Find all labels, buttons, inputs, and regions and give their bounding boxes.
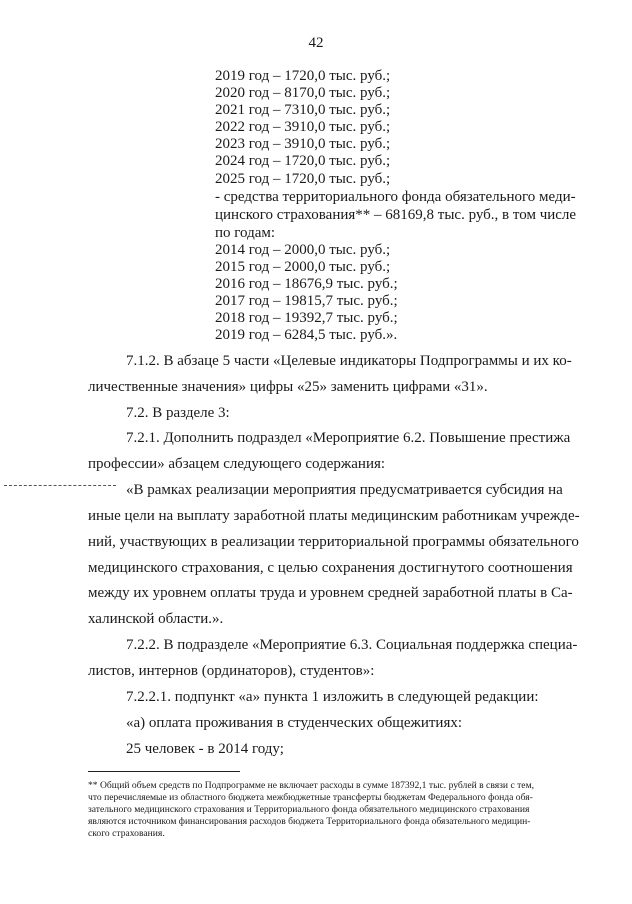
page-number: 42 [308,35,324,51]
text-line: 2023 год – 3910,0 тыс. руб.; [215,136,391,152]
footnote-line: ского страхования. [88,828,165,839]
footnote-line: являются источником финансирования расходов бюджета Территориального фонда обязательного медицин- [88,816,531,827]
text-line: 7.1.2. В абзаце 5 части «Целевые индикаторы Подпрограммы и их ко- [126,353,572,369]
text-line: 2019 год – 1720,0 тыс. руб.; [215,68,391,84]
text-line: 2021 год – 7310,0 тыс. руб.; [215,102,391,118]
text-line: 2025 год – 1720,0 тыс. руб.; [215,171,391,187]
text-line: 2017 год – 19815,7 тыс. руб.; [215,293,398,309]
text-line: 2020 год – 8170,0 тыс. руб.; [215,85,391,101]
footnote-line: зательного медицинского страхования и Территориального фонда обязательного медицинского страхования [88,804,530,815]
text-line: «а) оплата проживания в студенческих общежитиях: [126,715,463,731]
text-line: 7.2.2.1. подпункт «а» пункта 1 изложить в следующей редакции: [126,689,539,705]
text-line: профессии» абзацем следующего содержания: [88,456,386,472]
text-line: 2015 год – 2000,0 тыс. руб.; [215,259,391,275]
text-line: 7.2.2. В подразделе «Мероприятие 6.3. Социальная поддержка специа- [126,637,578,653]
text-line: 2014 год – 2000,0 тыс. руб.; [215,242,391,258]
text-line: «В рамках реализации мероприятия предусматривается субсидия на [126,482,563,498]
footnote-separator [88,771,240,772]
text-line: иные цели на выплату заработной платы медицинским работникам учрежде- [88,508,580,524]
text-line: листов, интернов (ординаторов), студентов»: [88,663,375,679]
text-line: 7.2. В разделе 3: [126,405,230,421]
text-line: 2018 год – 19392,7 тыс. руб.; [215,310,398,326]
text-line: личественные значения» цифры «25» заменить цифрами «31». [88,379,488,395]
scan-artifact-line [4,485,116,486]
text-line: 2022 год – 3910,0 тыс. руб.; [215,119,391,135]
footnote-line: ** Общий объем средств по Подпрограмме не включает расходы в сумме 187392,1 тыс. рублей в связи с тем, [88,780,535,791]
text-line: 25 человек - в 2014 году; [126,741,284,757]
text-line: 2019 год – 6284,5 тыс. руб.». [215,327,398,343]
text-line: медицинского страхования, с целью сохранения достигнутого соотношения [88,560,573,576]
text-line: ний, участвующих в реализации территориальной программы обязательного [88,534,579,550]
text-line: по годам: [215,225,276,241]
text-line: - средства территориального фонда обязательного меди- [215,189,576,205]
text-line: 2016 год – 18676,9 тыс. руб.; [215,276,398,292]
text-line: халинской области.». [88,611,224,627]
text-line: 7.2.1. Дополнить подраздел «Мероприятие 6.2. Повышение престижа [126,430,571,446]
text-line: цинского страхования** – 68169,8 тыс. руб., в том числе [215,207,577,223]
text-line: 2024 год – 1720,0 тыс. руб.; [215,153,391,169]
footnote-line: что перечисляемые из областного бюджета межбюджетные трансферты бюджетам Федерального фонда обя- [88,792,533,803]
text-line: между их уровнем оплаты труда и уровнем средней заработной платы в Са- [88,585,573,601]
